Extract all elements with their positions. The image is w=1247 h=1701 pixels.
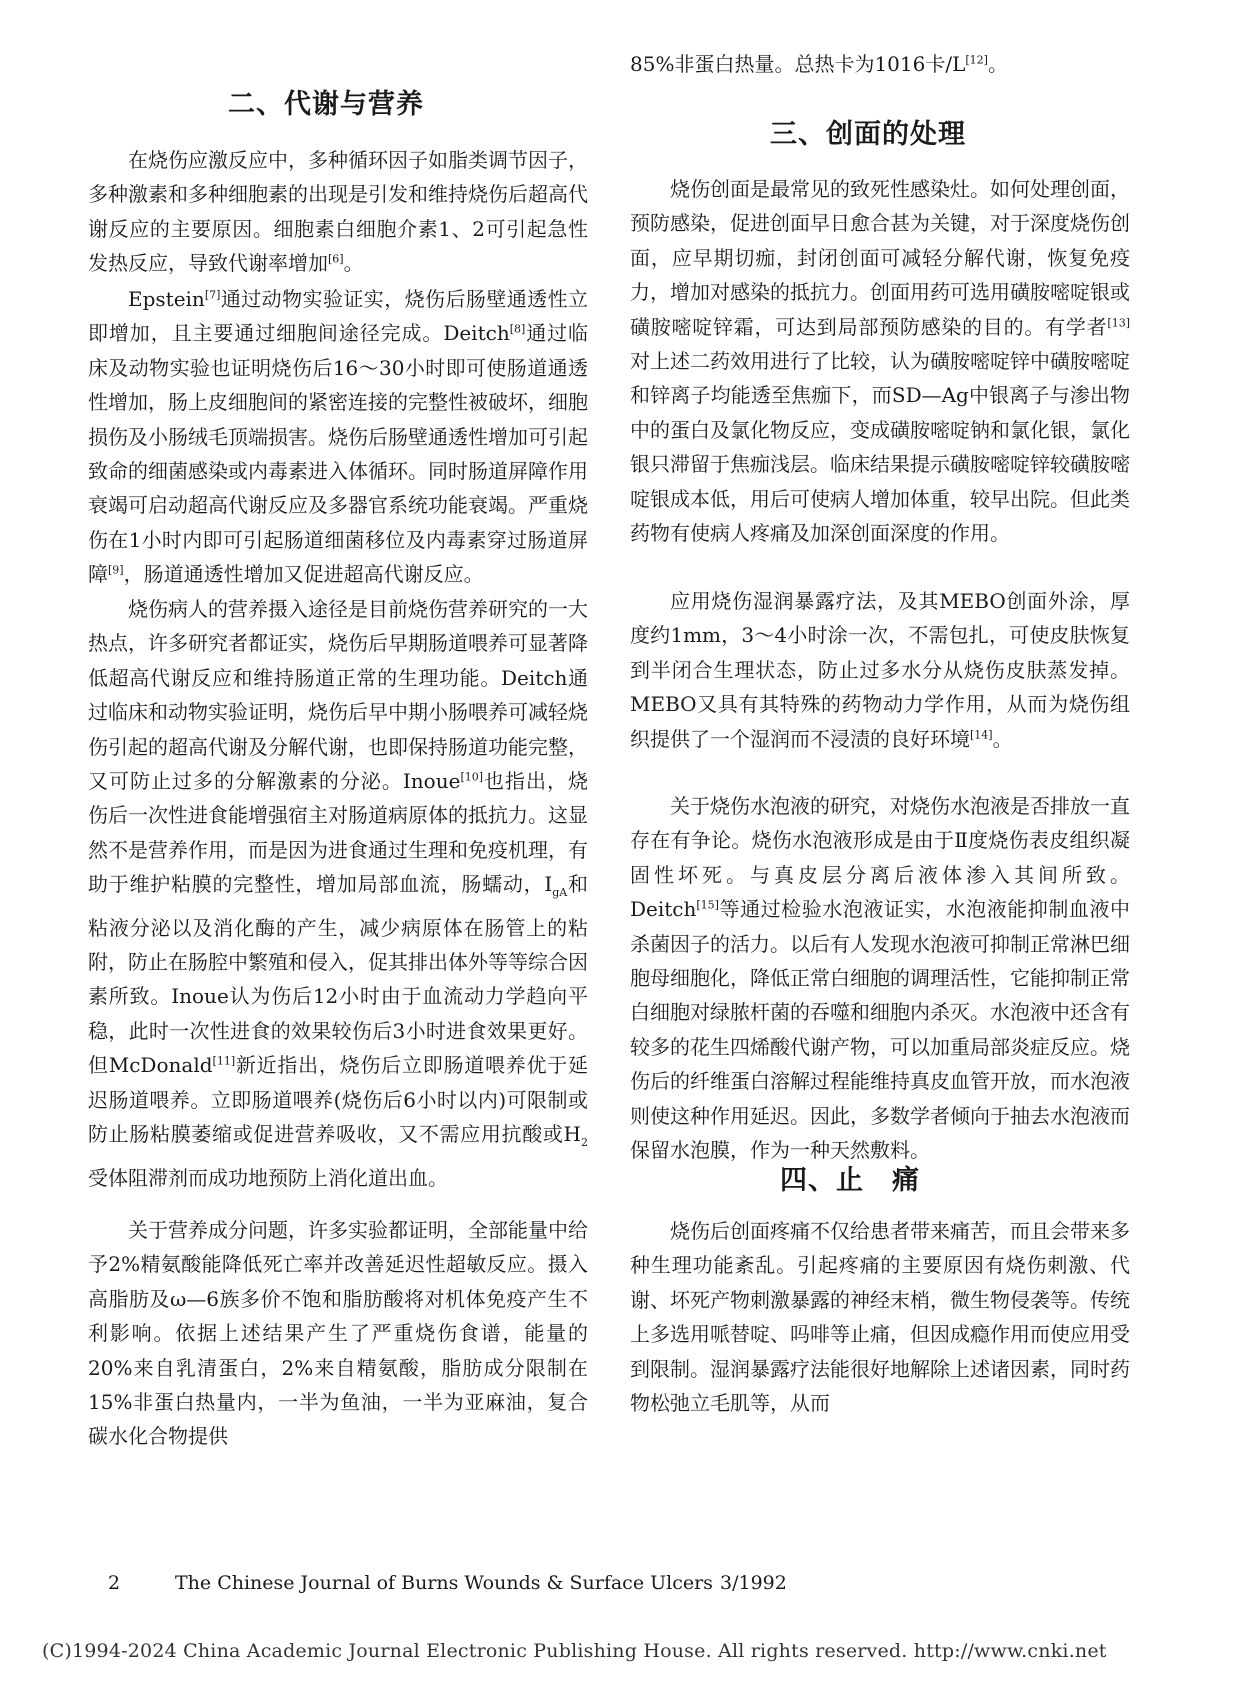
paragraph-nutrition-route: 烧伤病人的营养摄入途径是目前烧伤营养研究的一大热点，许多研究者都证实，烧伤后早期肠道喂养可显著降低超高代谢反应和维持肠道正常的生理功能。Deitch通过临床和动物实验证明，烧伤后早中期小肠喂养可减轻烧伤引起的超高代谢及分解代谢，也即保持肠道功能完整，又可防止过多的分解激素的分泌。Inoue[10]也指出，烧伤后一次性进食能增强宿主对肠道病原体的抵抗力。这显然不是营养作用，而是因为进食通过生理和免疫机理，有助于维护粘膜的完整性，增加局部血流，肠蠕动，$I_{gA}$和粘液分泌以及消化酶的产生，减少病原体在肠管上的粘附，防止在肠腔中繁殖和侵入，促其排出体外等等综合因素所致。Inoue认为伤后12小时由于血流动力学趋向平稳，此时一次性进食的效果较伤后3小时进食效果更好。但McDonald[11]新近指出，烧伤后立即肠道喂养优于延迟肠道喂养。立即肠道喂养(烧伤后6小时以内)可限制或防止肠粘膜萎缩或促进营养吸收，又不需应用抗酸或$H_2$受体阻滞剂而成功地预防上消化道出血。	[88, 597, 589, 1190]
paragraph-mebo-therapy: 应用烧伤湿润暴露疗法，及其MEBO创面外涂，厚度约1mm，3～4小时涂一次，不需包扎，可使皮肤恢复到半闭合生理状态，防止过多水分从烧伤皮肤蒸发掉。MEBO又具有其特殊的药物动力学作用，从而为烧伤组织提供了一个湿润而不浸渍的良好环境[14]。	[630, 589, 1130, 751]
section-heading-metabolism: 二、代谢与营养	[228, 89, 424, 120]
paragraph-continuation: 85%非蛋白热量。总热卡为1016卡/L[12]。	[630, 52, 1008, 76]
paragraph-wound-infection: 烧伤创面是最常见的致死性感染灶。如何处理创面，预防感染，促进创面早日愈合甚为关键，对于深度烧伤创面，应早期切痂，封闭创面可减轻分解代谢，恢复免疫力，增加对感染的抵抗力。创面用药可选用磺胺嘧啶银或磺胺嘧啶锌霜，可达到局部预防感染的目的。有学者[13]对上述二药效用进行了比较，认为磺胺嘧啶锌中磺胺嘧啶和锌离子均能透至焦痂下，而SD—Ag中银离子与渗出物中的蛋白及氯化物反应，变成磺胺嘧啶钠和氯化银，氯化银只滞留于焦痂浅层。临床结果提示磺胺嘧啶锌较磺胺嘧啶银成本低，用后可使病人增加体重，较早出院。但此类药物有使病人疼痛及加深创面深度的作用。	[630, 177, 1130, 546]
section-heading-wound-treatment: 三、创面的处理	[770, 119, 966, 150]
section-heading-pain-relief: 四、止 痛	[780, 1165, 920, 1196]
copyright-notice: (C)1994-2024 China Academic Journal Electronic Publishing House. All rights reserved. http://www.cnki.net	[42, 1640, 1107, 1662]
issue-number: 3/1992	[720, 1572, 787, 1594]
paragraph-stress-response: 在烧伤应激反应中，多种循环因子如脂类调节因子，多种激素和多种细胞素的出现是引发和维持烧伤后超高代谢反应的主要原因。细胞素白细胞介素1、2可引起急性发热反应，导致代谢率增加[6]。	[88, 148, 588, 276]
paragraph-blister-fluid: 关于烧伤水泡液的研究，对烧伤水泡液是否排放一直存在有争论。烧伤水泡液形成是由于Ⅱ度烧伤表皮组织凝固性坏死。与真皮层分离后液体渗入其间所致。Deitch[15]等通过检验水泡液证实，水泡液能抑制血液中杀菌因子的活力。以后有人发现水泡液可抑制正常淋巴细胞母细胞化，降低正常白细胞的调理活性，它能抑制正常白细胞对绿脓杆菌的吞噬和细胞内杀灭。水泡液中还含有较多的花生四烯酸代谢产物，可以加重局部炎症反应。烧伤后的纤维蛋白溶解过程能维持真皮血管开放，而水泡液则使这种作用延迟。因此，多数学者倾向于抽去水泡液而保留水泡膜，作为一种天然敷料。	[630, 794, 1130, 1163]
journal-name: The Chinese Journal of Burns Wounds & Surface Ulcers	[175, 1572, 713, 1594]
paragraph-pain: 烧伤后创面疼痛不仅给患者带来痛苦，而且会带来多种生理功能紊乱。引起疼痛的主要原因有烧伤刺激、代谢、坏死产物刺激暴露的神经末梢，微生物侵袭等。传统上多选用哌替啶、吗啡等止痛，但因成瘾作用而使应用受到限制。湿润暴露疗法能很好地解除上述诸因素，同时药物松弛立毛肌等，从而	[630, 1219, 1130, 1416]
paragraph-nutrient-composition: 关于营养成分问题，许多实验都证明，全部能量中给予2%精氨酸能降低死亡率并改善延迟性超敏反应。摄入高脂肪及ω—6族多价不饱和脂肪酸将对机体免疫产生不利影响。依据上述结果产生了严重烧伤食谱，能量的20%来自乳清蛋白，2%来自精氨酸，脂肪成分限制在15%非蛋白热量内，一半为鱼油，一半为亚麻油，复合碳水化合物提供	[88, 1218, 588, 1449]
paragraph-intestinal-permeability: Epstein[7]通过动物实验证实，烧伤后肠壁通透性立即增加，且主要通过细胞间途径完成。Deitch[8]通过临床及动物实验也证明烧伤后16～30小时即可使肠道通透性增加，肠上皮细胞间的紧密连接的完整性被破坏，细胞损伤及小肠绒毛顶端损害。烧伤后肠壁通透性增加可引起致命的细菌感染或内毒素进入体循环。同时肠道屏障作用衰竭可启动超高代谢反应及多器官系统功能衰竭。严重烧伤在1小时内即可引起肠道细菌移位及内毒素穿过肠道屏障[9]，肠道通透性增加又促进超高代谢反应。	[88, 287, 588, 587]
page-number: 2	[108, 1572, 121, 1594]
